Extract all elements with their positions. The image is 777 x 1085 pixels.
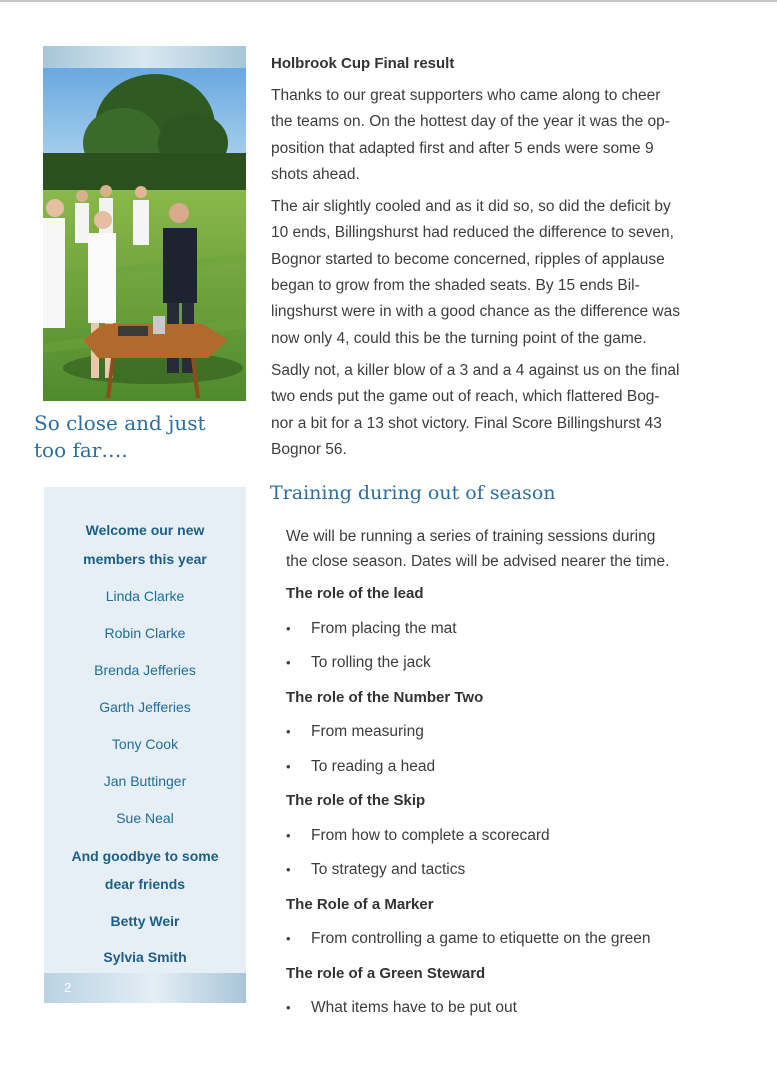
role-heading: The role of the Skip [286, 792, 426, 809]
role-heading: The role of the lead [286, 585, 424, 602]
list-item [286, 997, 756, 1032]
member-name: Jan Buttinger [103, 773, 187, 789]
bullet-icon: • [286, 862, 291, 877]
page-number: 2 [64, 980, 72, 995]
paragraph-line: Thanks to our great supporters who came along to cheer [271, 87, 661, 104]
bullet-icon: • [286, 827, 291, 843]
list-item-text: To rolling the jack [311, 654, 431, 671]
role-heading: The Role of a Marker [286, 895, 434, 913]
bullet-icon: • [286, 1000, 291, 1015]
member-name: Brenda Jefferies [94, 662, 196, 678]
bullet-icon: • [286, 931, 291, 946]
bullet-icon: • [286, 724, 291, 739]
paragraph-line: The air slightly cooled and as it did so, so did the deficit by [271, 198, 671, 216]
paragraph-line: nor a bit for a 13 shot victory. Final Score Billingshurst 43 [271, 414, 662, 432]
list-item [286, 825, 756, 860]
article-paragraph [271, 358, 751, 463]
list-item-text: To strategy and tactics [311, 861, 466, 878]
paragraph-line: shots ahead. [271, 165, 360, 183]
role-heading: The role of the Number Two [286, 688, 484, 706]
article-title: Holbrook Cup Final result [271, 55, 455, 72]
bullet-icon: • [286, 620, 291, 636]
welcome-heading-line-2: members this year [83, 551, 207, 567]
paragraph-line: Bognor 56. [271, 440, 347, 458]
article-paragraph [271, 194, 751, 352]
bullet-icon: • [286, 758, 291, 774]
training-section [286, 524, 756, 1032]
paragraph-line: 10 ends, Billingshurst had reduced the difference to seven, [271, 224, 674, 242]
footer-band [44, 973, 246, 1003]
paragraph-line: now only 4, could this be the turning point of the game. [271, 329, 647, 347]
friend-name: Sylvia Smith [103, 949, 187, 965]
goodbye-heading-line-1: And goodbye to some [71, 848, 219, 864]
caption-line-1: So close and just [34, 411, 206, 435]
member-name: Tony Cook [111, 736, 179, 752]
list-item [286, 721, 756, 756]
training-heading: Training during out of season [270, 482, 556, 504]
cup-presentation-photo [43, 68, 246, 401]
paragraph-line: two ends put the game out of reach, which flattered Bog- [271, 388, 660, 406]
paragraph-line: lingshurst were in with a good chance as the difference was [271, 303, 680, 321]
intro-line: the close season. Dates will be advised nearer the time. [286, 553, 670, 570]
caption-line-2: too far…. [34, 438, 128, 462]
list-item [286, 859, 756, 894]
list-item-text: From placing the mat [311, 619, 457, 637]
list-item [286, 618, 756, 653]
list-item-text: From controlling a game to etiquette on the green [311, 930, 651, 947]
list-item-text: To reading a head [311, 757, 436, 775]
goodbye-heading-line-2: dear friends [104, 876, 186, 892]
paragraph-line: began to grow from the shaded seats. By 15 ends Bil- [271, 277, 640, 295]
paragraph-line: position that adapted first and after 5 ends were some 9 [271, 139, 654, 157]
role-heading: The role of a Green Steward [286, 964, 486, 982]
top-rule [0, 0, 777, 2]
training-intro [286, 524, 756, 574]
list-item-text: What items have to be put out [311, 999, 517, 1016]
photo-top-band [43, 46, 246, 68]
paragraph-line: Bognor started to become concerned, ripples of applause [271, 250, 665, 268]
intro-line: We will be running a series of training sessions during [286, 528, 656, 545]
list-item-text: From how to complete a scorecard [311, 826, 550, 844]
member-name: Sue Neal [116, 810, 174, 826]
friend-name: Betty Weir [110, 913, 180, 929]
member-name: Robin Clarke [104, 625, 186, 641]
bullet-icon: • [286, 655, 291, 670]
paragraph-line: the teams on. On the hottest day of the year it was the op- [271, 113, 670, 131]
list-item [286, 652, 756, 687]
member-name: Garth Jefferies [99, 699, 191, 715]
article-paragraph [271, 83, 751, 188]
list-item [286, 756, 756, 791]
paragraph-line: Sadly not, a killer blow of a 3 and a 4 against us on the final [271, 361, 680, 379]
member-name: Linda Clarke [105, 588, 185, 604]
list-item [286, 928, 756, 963]
list-item-text: From measuring [311, 723, 424, 740]
welcome-heading-line-1: Welcome our new [85, 522, 205, 538]
article [271, 54, 751, 469]
members-sidebar [44, 487, 246, 973]
photo-caption [34, 410, 249, 464]
photo [43, 46, 246, 401]
